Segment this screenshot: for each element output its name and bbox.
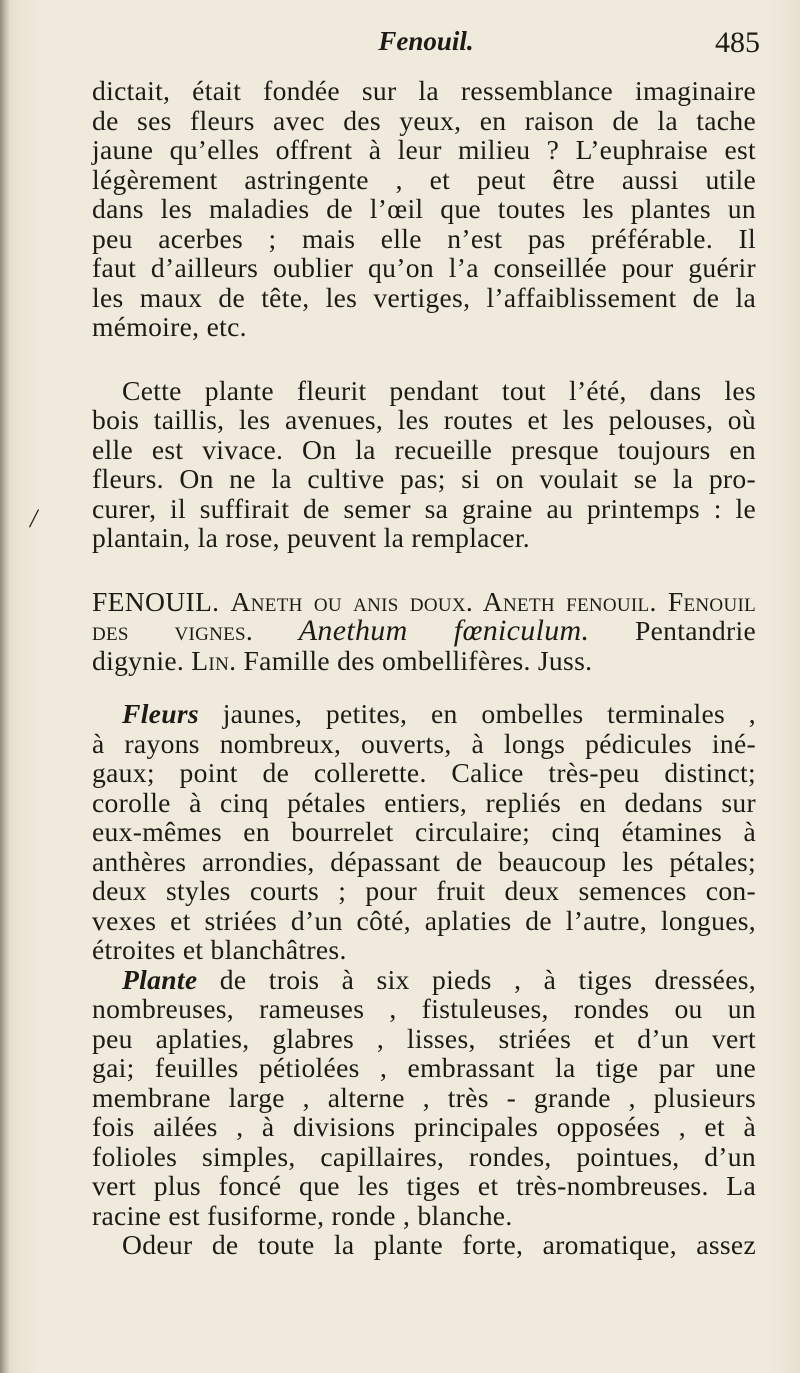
text-line: Odeur de toute la plante forte, aromatique, assez — [122, 1229, 756, 1260]
text-line: fleurs. On ne la cultive pas; si on voulait se la pro- — [92, 463, 756, 494]
text-line: gai; feuilles pétiolées , embrassant la tige par une — [92, 1052, 756, 1083]
text-line: anthères arrondies, dépassant de beaucoup les pétales; — [92, 845, 756, 877]
text-line: de ses fleurs avec des yeux, en raison de la tache — [92, 104, 756, 136]
text-line: plantain, la rose, peuvent la remplacer. — [92, 522, 530, 553]
section-odeur — [92, 1230, 756, 1260]
text-line: dictait, était fondée sur la ressemblance imaginaire — [92, 75, 756, 106]
entry-synonyms: Aneth ou anis doux. Aneth fenouil. Fenouil — [230, 585, 756, 617]
text-line: gaux; point de collerette. Calice très-peu distinct; — [92, 757, 756, 788]
text-line: vexes et striées d’un côté, aplaties de l’autre, longues, — [92, 904, 756, 936]
page-gutter-shadow — [0, 0, 10, 1373]
page-number: 485 — [715, 26, 760, 59]
text-line: peu aplaties, glabres , lisses, striées et d’un vert — [92, 1022, 756, 1054]
family-line: Famille des ombellifères. Juss. — [243, 644, 593, 676]
text-line: corolle à cinq pétales entiers, repliés en dedans sur — [92, 786, 756, 818]
section-plante — [92, 965, 756, 1231]
latin-name: Anethum fœniculum. — [298, 614, 590, 647]
text-line: curer, il suffirait de semer sa graine au printemps : le — [92, 492, 756, 524]
text-line: elle est vivace. On la recueille presque toujours en — [92, 433, 756, 465]
text-line: faut d’ailleurs oublier qu’on l’a conseillée pour guérir — [92, 252, 756, 283]
entry-heading — [92, 587, 756, 676]
linnaean-class: Pentandrie — [634, 615, 756, 646]
text-line: étroites et blanchâtres. — [92, 934, 347, 965]
section-label: Plante — [122, 963, 198, 995]
margin-pencil-mark: / — [30, 504, 38, 533]
text-line: racine est fusiforme, ronde , blanche. — [92, 1199, 513, 1231]
page-header — [92, 26, 760, 66]
text-line: jaunes, petites, en ombelles terminales , — [222, 698, 757, 729]
entry-synonyms-cont: des vignes. — [92, 615, 254, 646]
text-line: peu acerbes ; mais elle n’est pas préférable. Il — [92, 222, 756, 254]
linnaean-order: digynie. — [92, 644, 185, 676]
text-line: membrane large , alterne , très - grande , plusieurs — [92, 1081, 756, 1113]
text-line: les maux de tête, les vertiges, l’affaiblissement de la — [92, 281, 756, 313]
text-line: fois ailées , à divisions principales opposées , et à — [92, 1111, 756, 1142]
text-line: à rayons nombreux, ouverts, à longs pédicules iné- — [92, 727, 756, 759]
text-line: folioles simples, capillaires, rondes, pointues, d’un — [92, 1140, 756, 1172]
text-line: vert plus foncé que les tiges et très-nombreuses. La — [92, 1170, 756, 1201]
text-line: Cette plante fleurit pendant tout l’été, dans les — [122, 374, 756, 406]
section-label: Fleurs — [122, 698, 199, 729]
author-lin: Lin. — [191, 644, 237, 676]
text-line: eux-mêmes en bourrelet circulaire; cinq étamines à — [92, 816, 756, 847]
paragraph-floraison — [92, 376, 756, 553]
text-line: jaune qu’elles offrent à leur milieu ? L’euphraise est — [92, 134, 756, 165]
text-line: deux styles courts ; pour fruit deux semences con- — [92, 875, 756, 906]
text-line: bois taillis, les avenues, les routes et les pelouses, où — [92, 404, 756, 435]
running-head: Fenouil. — [378, 26, 474, 56]
text-line: dans les maladies de l’œil que toutes les plantes un — [92, 193, 756, 224]
paragraph-euphraise — [92, 76, 756, 342]
section-fleurs — [92, 699, 756, 965]
entry-title: FENOUIL. — [92, 585, 220, 617]
page-body — [92, 76, 756, 1260]
text-line: légèrement astringente , et peut être aussi utile — [92, 163, 756, 195]
text-line: mémoire, etc. — [92, 311, 247, 342]
text-line: nombreuses, rameuses , fistuleuses, rondes ou un — [92, 993, 756, 1024]
text-line: de trois à six pieds , à tiges dressées, — [219, 963, 757, 995]
